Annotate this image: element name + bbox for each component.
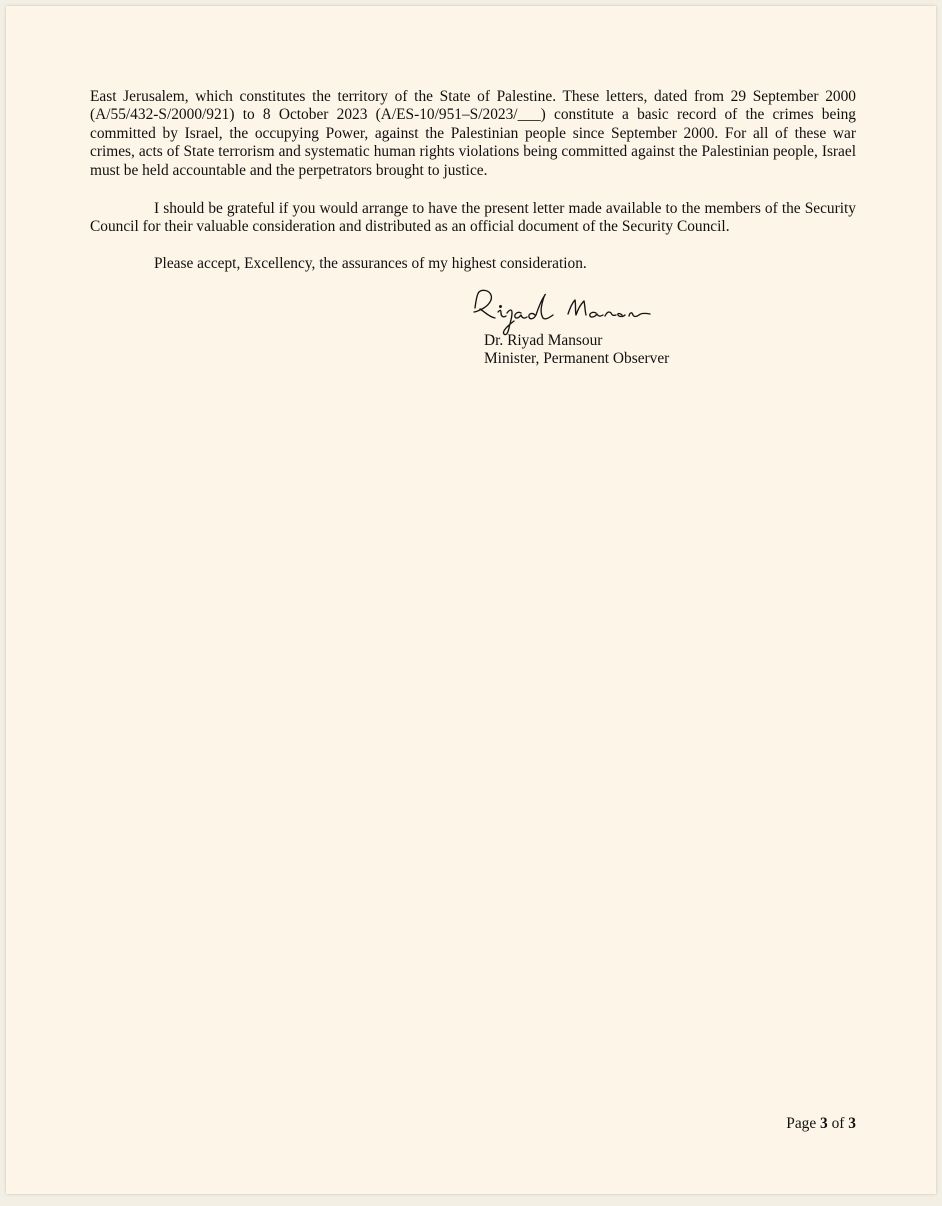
letter-body <box>90 88 856 273</box>
signature-block <box>458 278 778 369</box>
page-of-label: of <box>831 1115 845 1132</box>
signatory-name: Dr. Riyad Mansour <box>484 332 603 349</box>
signatory-title: Minister, Permanent Observer <box>484 350 670 368</box>
page-label: Page <box>786 1115 817 1132</box>
document-page <box>6 6 936 1194</box>
paragraph-record-of-crimes: East Jerusalem, which constitutes the territory of the State of Palestine. These letters, dated from 29 September 2000 (A/55/432-S/2000/921) to 8 October 2023 (A/ES-10/951–S/2023/___) constitute a basic record of the crimes being committed by Israel, the occupying Power, against the Palestinian people since September 2000. For all of these war crimes, acts of State terrorism and systematic human rights violations being committed against the Palestinian people, Israel must be held accountable and the perpetrators brought to justice. <box>90 88 856 179</box>
page-number <box>786 1115 856 1133</box>
paragraph-request-distribution: I should be grateful if you would arrange to have the present letter made available to the members of the Security Council for their valuable consideration and distributed as an official document of the Security Council. <box>90 200 856 236</box>
current-page-number: 3 <box>820 1115 828 1132</box>
paragraph-closing: Please accept, Excellency, the assurances of my highest consideration. <box>154 254 587 272</box>
total-page-count: 3 <box>848 1115 856 1132</box>
